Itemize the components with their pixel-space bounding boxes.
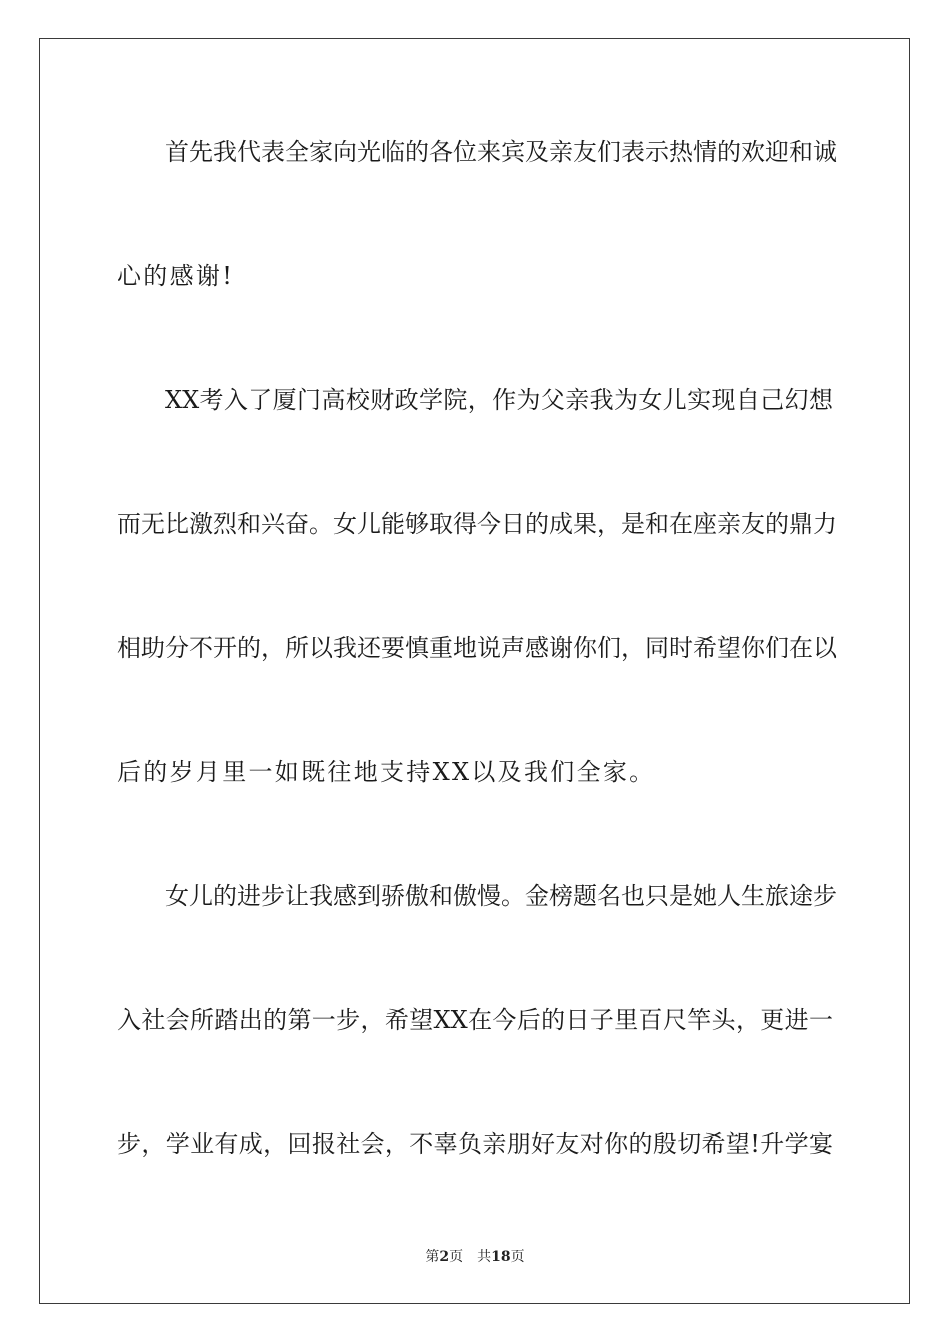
paragraph-2-line-2: 而无比激烈和兴奋。女儿能够取得今日的成果，是和在座亲友的鼎力	[117, 510, 837, 538]
page-border	[39, 38, 910, 1304]
paragraph-3-line-2: 入社会所踏出的第一步，希望XX在今后的日子里百尺竿头，更进一	[117, 1006, 833, 1034]
page-number: 2	[439, 1249, 450, 1265]
page-prefix: 第	[425, 1249, 440, 1265]
paragraph-2-line-4: 后的岁月里一如既往地支持XX以及我们全家。	[117, 758, 656, 786]
paragraph-2-line-3: 相助分不开的，所以我还要慎重地说声感谢你们，同时希望你们在以	[117, 634, 837, 662]
paragraph-2-line-1: XX考入了厦门高校财政学院，作为父亲我为女儿实现自己幻想	[165, 386, 833, 414]
paragraph-3-line-1: 女儿的进步让我感到骄傲和傲慢。金榜题名也只是她人生旅途步	[165, 882, 837, 910]
page-suffix: 页	[449, 1249, 464, 1265]
paragraph-3-line-3: 步，学业有成，回报社会，不辜负亲朋好友对你的殷切希望!升学宴	[117, 1130, 833, 1158]
page-footer	[0, 1248, 950, 1266]
total-prefix: 共	[477, 1249, 492, 1265]
paragraph-1-line-1: 首先我代表全家向光临的各位来宾及亲友们表示热情的欢迎和诚	[165, 138, 837, 166]
total-suffix: 页	[510, 1249, 525, 1265]
total-pages: 18	[491, 1249, 511, 1265]
paragraph-1-line-2: 心的感谢!	[117, 262, 235, 290]
